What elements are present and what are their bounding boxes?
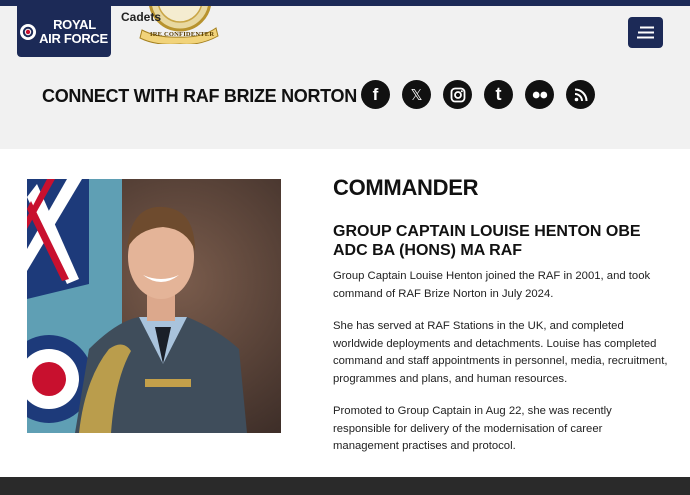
cadets-label: Cadets [121, 10, 162, 24]
rss-link[interactable] [566, 80, 595, 109]
flickr-link[interactable] [525, 80, 554, 109]
bio-paragraph-3: Promoted to Group Captain in Aug 22, she was recently responsible for delivery of the modernisation of career management practises and protocol. [333, 405, 612, 452]
roundel-icon [20, 24, 36, 40]
facebook-icon: f [372, 84, 379, 104]
commander-section [0, 149, 690, 477]
raf-logo-text [39, 18, 108, 46]
instagram-icon [450, 87, 466, 103]
section-title: COMMANDER [333, 175, 479, 200]
cadets-motto: IRE CONFIDENTER [150, 31, 215, 38]
commander-portrait-image [27, 179, 281, 433]
rss-icon [574, 88, 588, 102]
site-header [0, 6, 690, 149]
raf-logo-line2: AIR FORCE [39, 30, 108, 46]
hamburger-menu-icon [628, 17, 663, 48]
instagram-link[interactable] [443, 80, 472, 109]
raf-logo[interactable] [17, 6, 111, 57]
x-twitter-icon: 𝕏 [410, 85, 423, 104]
cadets-badge[interactable] [112, 6, 220, 44]
commander-photo [27, 179, 281, 433]
tumblr-icon: t [495, 84, 502, 104]
tumblr-link[interactable] [484, 80, 513, 109]
commander-name: GROUP CAPTAIN LOUISE HENTON OBE ADC BA (HONS) MA RAF [333, 223, 641, 259]
menu-button[interactable] [628, 17, 663, 48]
facebook-link[interactable] [361, 80, 390, 109]
x-twitter-link[interactable] [402, 80, 431, 109]
flickr-icon [532, 90, 548, 100]
bio-paragraph-2: She has served at RAF Stations in the UK, and completed worldwide deployments and detachments. Louise has completed command and staff appointments in personnel, media, recruitment, programmes and plans, and human resources. [333, 320, 668, 385]
connect-title: CONNECT WITH RAF BRIZE NORTON [42, 86, 357, 106]
footer-bar [0, 477, 690, 495]
bio-paragraph-1: Group Captain Louise Henton joined the RAF in 2001, and took command of RAF Brize Norton in July 2024. [333, 270, 651, 300]
raf-logo-line1: ROYAL [53, 16, 96, 32]
